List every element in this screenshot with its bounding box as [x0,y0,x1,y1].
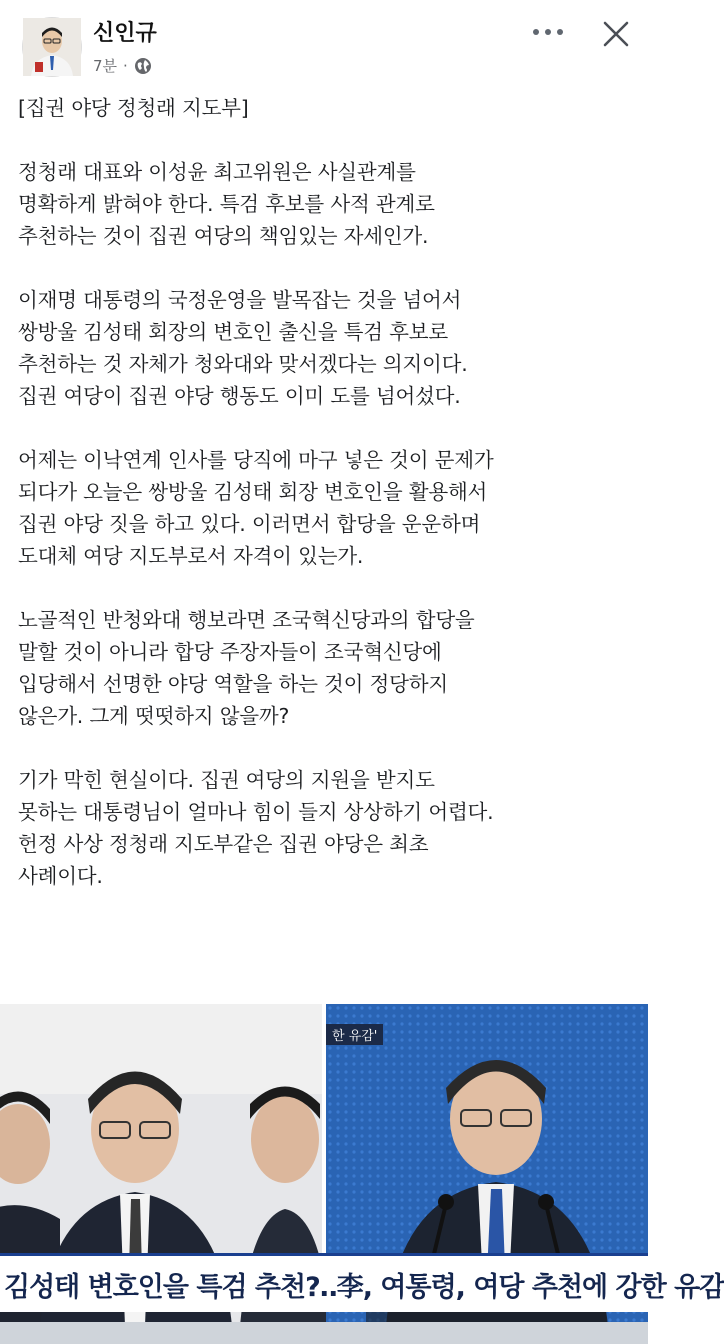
post-header [0,0,648,90]
text-line: 정청래 대표와 이성윤 최고위원은 사실관계를 [18,160,416,184]
post-body [18,92,638,892]
text-line: 되다가 오늘은 쌍방울 김성태 회장 변호인을 활용해서 [18,480,488,504]
close-icon [602,20,630,48]
text-line: 명확하게 밝혀야 한다. 특검 후보를 사적 관계로 [18,192,435,216]
post-paragraph [18,284,638,412]
post-paragraph [18,156,638,252]
author-name[interactable]: 신인규 [93,21,157,46]
meta-separator: · [123,56,128,75]
more-dots-icon [532,28,564,36]
text-line: 노골적인 반청와대 행보라면 조국혁신당과의 합당을 [18,608,475,632]
post-paragraph [18,444,638,572]
text-line: 어제는 이낙연계 인사를 당직에 마구 넣은 것이 문제가 [18,448,494,472]
photo-tag: 한 유감' [326,1024,383,1045]
post-time[interactable]: 7분 [93,57,118,75]
text-line: 헌정 사상 정청래 지도부같은 집권 야당은 최초 [18,832,429,856]
text-line: 추천하는 것이 집권 여당의 책임있는 자세인가. [18,224,429,248]
avatar-image [23,18,81,76]
text-line: 쌍방울 김성태 회장의 변호인 출신을 특검 후보로 [18,320,448,344]
text-line: 사례이다. [18,864,103,888]
photo-bottom-strip [0,1322,648,1344]
text-line: 못하는 대통령님이 얼마나 힘이 들지 상상하기 어렵다. [18,800,494,824]
text-line: 이재명 대통령의 국정운영을 발목잡는 것을 넘어서 [18,288,462,312]
close-button[interactable] [598,16,634,52]
more-button[interactable] [528,20,568,44]
photo-caption-text: 김성태 변호인을 특검 추천?‥李, 여통령, 여당 추천에 강한 유감 [4,1271,724,1303]
text-line: 입당해서 선명한 야당 역할을 하는 것이 정당하지 [18,672,448,696]
text-line: 기가 막힌 현실이다. 집권 여당의 지원을 받지도 [18,768,435,792]
post-paragraph [18,604,638,732]
post-meta [93,55,152,76]
globe-icon [134,57,152,75]
text-line: 추천하는 것 자체가 청와대와 맞서겠다는 의지이다. [18,352,468,376]
text-line: 말할 것이 아니라 합당 주장자들이 조국혁신당에 [18,640,442,664]
text-line: 않은가. 그게 떳떳하지 않을까? [18,704,290,728]
photo-caption [0,1253,724,1312]
text-line: 도대체 여당 지도부로서 자격이 있는가. [18,544,364,568]
text-line: [집권 야당 정청래 지도부] [18,96,249,120]
post-heading [18,92,638,124]
text-line: 집권 야당 짓을 하고 있다. 이러면서 합당을 운운하며 [18,512,481,536]
text-line: 집권 여당이 집권 야당 행동도 이미 도를 넘어섰다. [18,384,461,408]
avatar[interactable] [22,17,82,77]
post-paragraph [18,764,638,892]
